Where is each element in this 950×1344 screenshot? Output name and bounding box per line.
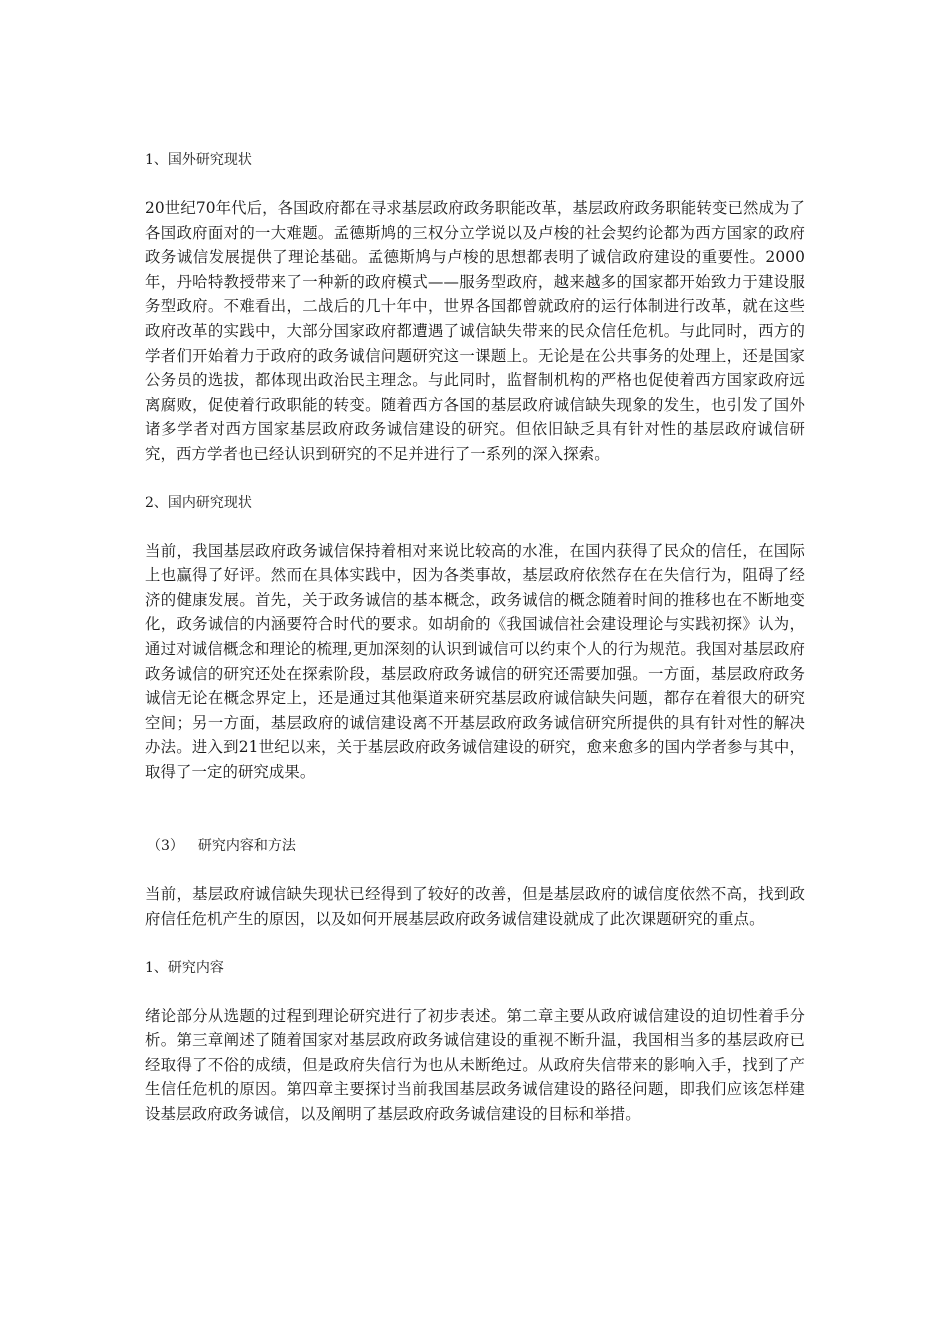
- heading-title: 研究内容和方法: [197, 838, 296, 855]
- paragraph-foreign-research: 20世纪70年代后，各国政府都在寻求基层政府政务职能改革，基层政府政务职能转变已然成为了各国政府面对的一大难题。孟德斯鸠的三权分立学说以及卢梭的社会契约论都为西方国家的政府政务诚信发展提供了理论基础。孟德斯鸠与卢梭的思想都表明了诚信政府建设的重要性。2000年，丹哈特教授带来了一种新的政府模式——服务型政府，越来越多的国家都开始致力于建设服务型政府。不难看出，二战后的几十年中，世界各国都曾就政府的运行体制进行改革，就在这些政府改革的实践中，大部分国家政府都遭遇了诚信缺失带来的民众信任危机。与此同时，西方的学者们开始着力于政府的政务诚信问题研究这一课题上。无论是在公共事务的处理上，还是国家公务员的选拔，都体现出政治民主理念。与此同时，监督制机构的严格也促使着西方国家政府远离腐败，促使着行政职能的转变。随着西方各国的基层政府诚信缺失现象的发生，也引发了国外诸多学者对西方国家基层政府政务诚信建设的研究。但依旧缺乏具有针对性的基层政府诚信研究，西方学者也已经认识到研究的不足并进行了一系列的深入探索。: [145, 199, 805, 463]
- document-page: [145, 148, 805, 1127]
- section-heading-research-content-methods: [145, 834, 805, 858]
- section-heading-research-content: 1、研究内容: [145, 959, 224, 976]
- heading-number: （3）: [147, 838, 184, 855]
- section-heading-domestic-research: 2、国内研究现状: [145, 494, 252, 511]
- paragraph-research-content-methods: 当前，基层政府诚信缺失现状已经得到了较好的改善，但是基层政府的诚信度依然不高，找到政府信任危机产生的原因，以及如何开展基层政府政务诚信建设就成了此次课题研究的重点。: [145, 885, 805, 929]
- section-heading-foreign-research: 1、国外研究现状: [145, 152, 252, 168]
- paragraph-domestic-research: 当前，我国基层政府政务诚信保持着相对来说比较高的水准，在国内获得了民众的信任，在国际上也赢得了好评。然而在具体实践中，因为各类事故，基层政府依然存在在失信行为，阻碍了经济的健康发展。首先，关于政务诚信的基本概念，政务诚信的概念随着时间的推移也在不断地变化，政务诚信的内涵要符合时代的要求。如胡俞的《我国诚信社会建设理论与实践初探》认为，通过对诚信概念和理论的梳理,更加深刻的认识到诚信可以约束个人的行为规范。我国对基层政府政务诚信的研究还处在探索阶段，基层政府政务诚信的研究还需要加强。一方面，基层政府政务诚信无论在概念界定上，还是通过其他渠道来研究基层政府诚信缺失问题，都存在着很大的研究空间；另一方面，基层政府的诚信建设离不开基层政府政务诚信研究所提供的具有针对性的解决办法。进入到21世纪以来，关于基层政府政务诚信建设的研究，愈来愈多的国内学者参与其中，取得了一定的研究成果。: [145, 541, 805, 781]
- paragraph-research-content: 绪论部分从选题的过程到理论研究进行了初步表述。第二章主要从政府诚信建设的迫切性着手分析。第三章阐述了随着国家对基层政府政务诚信建设的重视不断升温，我国相当多的基层政府已经取得了不俗的成绩，但是政府失信行为也从未断绝过。从政府失信带来的影响入手，找到了产生信任危机的原因。第四章主要探讨当前我国基层政务诚信建设的路径问题，即我们应该怎样建设基层政府政务诚信，以及阐明了基层政府政务诚信建设的目标和举措。: [145, 1006, 805, 1124]
